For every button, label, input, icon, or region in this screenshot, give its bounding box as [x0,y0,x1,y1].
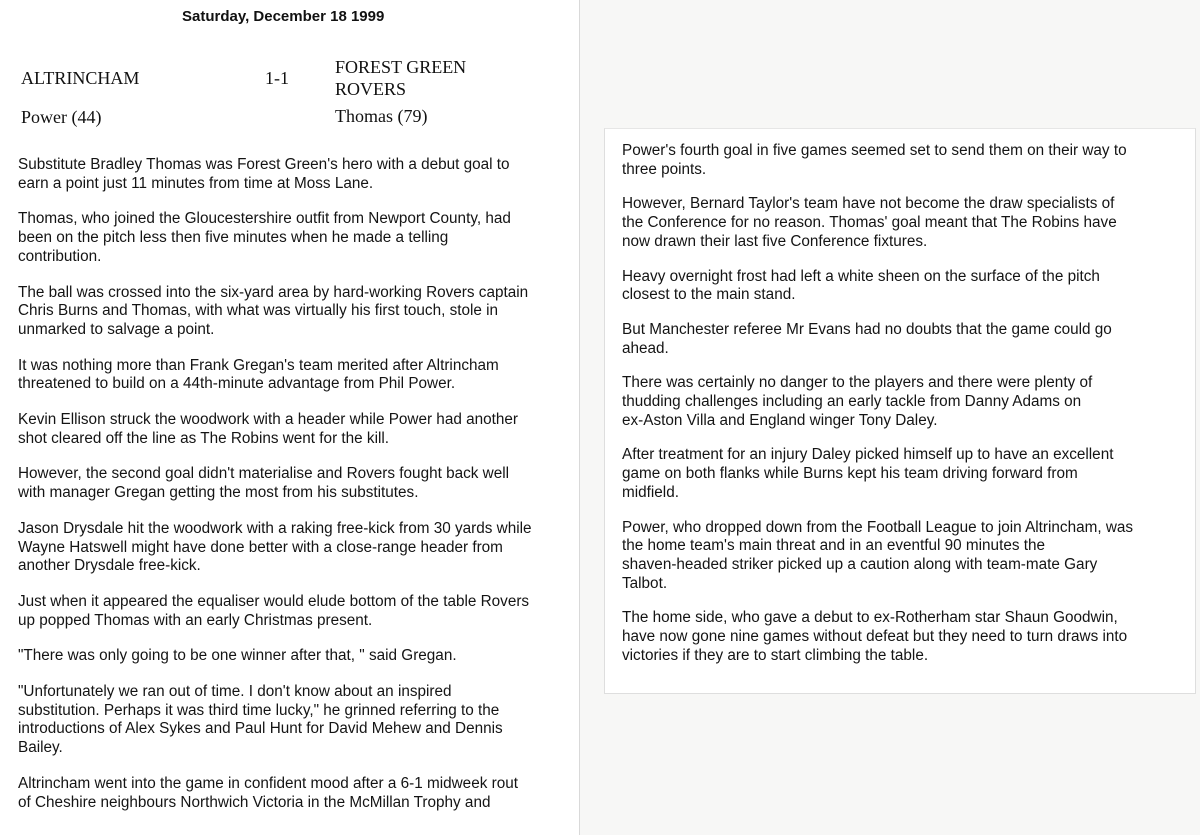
home-team: ALTRINCHAM [21,68,140,88]
paragraph: Power's fourth goal in five games seemed set to send them on their way to three points. [622,142,1127,178]
paragraph: Jason Drysdale hit the woodwork with a raking free-kick from 30 yards while Wayne Hatswell might have done better with a close-range header from another Drysdale free-kick. [18,519,532,575]
paragraph: Power, who dropped down from the Football League to join Altrincham, was the home team's main threat and in an eventful 90 minutes the shaven-headed striker picked up a caution along with team-mate Gary Talbot. [622,518,1134,592]
paragraph: But Manchester referee Mr Evans had no doubts that the game could go ahead. [622,320,1112,357]
paragraph: However, the second goal didn't materialise and Rovers fought back well with manager Gregan getting the most from his substitutes. [18,465,509,502]
paragraph: Heavy overnight frost had left a white sheen on the surface of the pitch closest to the main stand. [622,267,1100,304]
article-left-column [18,156,578,812]
article-right-column [622,142,1182,665]
home-scorer: Power (44) [21,107,102,127]
paragraph: Thomas, who joined the Gloucestershire outfit from Newport County, had been on the pitch less then five minutes when he made a telling contribution. [18,210,511,265]
paragraph: The ball was crossed into the six-yard area by hard-working Rovers captain Chris Burns and Thomas, with what was virtually his first touch, stole in unmarked to salvage a point. [18,283,529,338]
paragraph: The home side, who gave a debut to ex-Rotherham star Shaun Goodwin, have now gone nine games without defeat but they need to turn draws into victories if they are to start climbing the table. [622,609,1128,664]
paragraph: There was certainly no danger to the players and there were plenty of thudding challenges including an early tackle from Danny Adams on ex-Aston Villa and England winger Tony Daley. [622,374,1093,429]
away-scorer: Thomas (79) [335,106,428,126]
score: 1-1 [265,68,289,88]
paragraph: Just when it appeared the equaliser would elude bottom of the table Rovers up popped Thomas with an early Christmas present. [18,592,530,629]
paragraph: However, Bernard Taylor's team have not become the draw specialists of the Conference for no reason. Thomas' goal meant that The Robins have now drawn their last five Conference fixtures. [622,195,1117,250]
paragraph: "There was only going to be one winner after that, " said Gregan. [18,647,457,665]
match-date: Saturday, December 18 1999 [182,8,385,25]
paragraph: Altrincham went into the game in confident mood after a 6-1 midweek rout of Cheshire neighbours Northwich Victoria in the McMillan Trophy and [18,774,518,811]
paragraph: Kevin Ellison struck the woodwork with a header while Power had another shot cleared off the line as The Robins went for the kill. [18,411,518,447]
paragraph: Substitute Bradley Thomas was Forest Green's hero with a debut goal to earn a point just 11 minutes from time at Moss Lane. [18,156,510,192]
away-team: FOREST GREEN ROVERS [335,57,467,99]
paragraph: It was nothing more than Frank Gregan's team merited after Altrincham threatened to build on a 44th-minute advantage from Phil Power. [18,356,499,393]
paragraph: After treatment for an injury Daley picked himself up to have an excellent game on both flanks while Burns kept his team driving forward from midfield. [622,446,1114,501]
paragraph: "Unfortunately we ran out of time. I don't know about an inspired substitution. Perhaps it was third time lucky," he grinned referring to the introductions of Alex Sykes and Paul Hunt for David Mehew and Dennis Bailey. [18,683,503,757]
